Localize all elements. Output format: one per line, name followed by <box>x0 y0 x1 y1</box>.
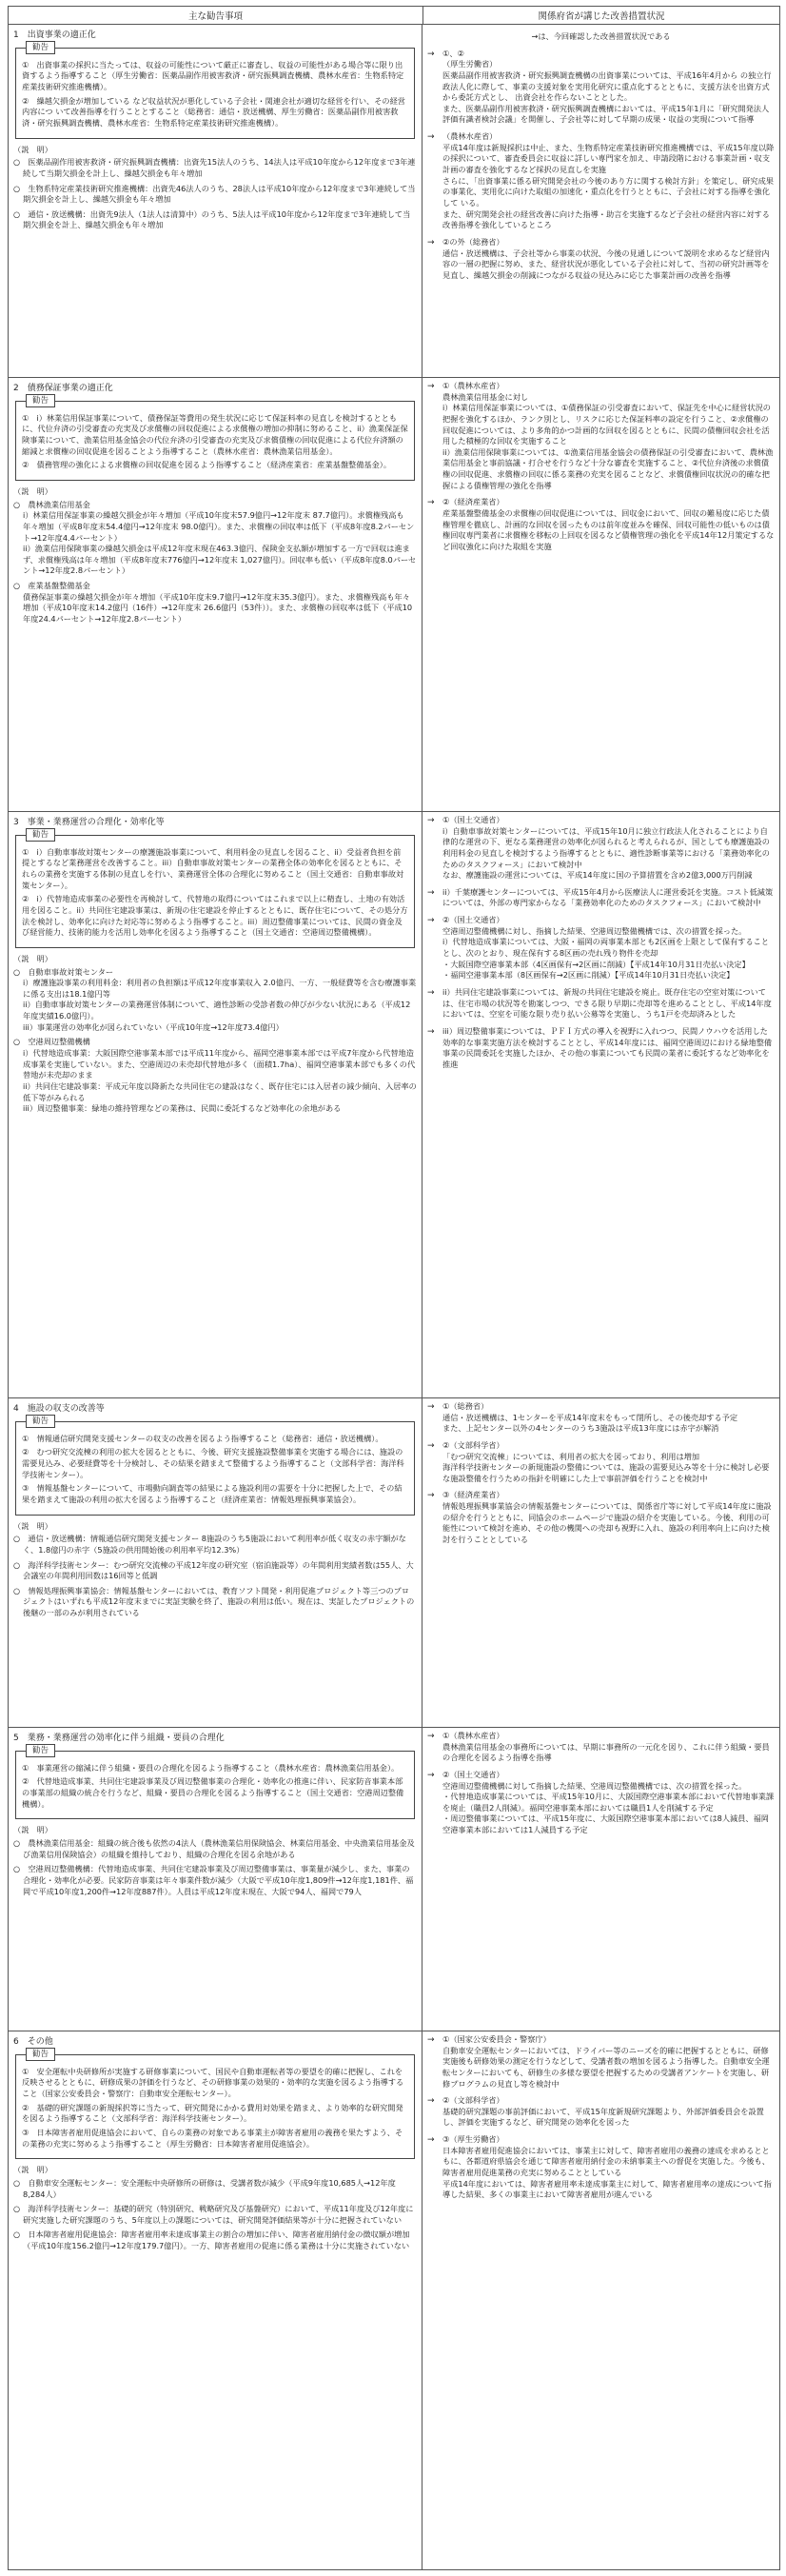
section-row <box>9 2031 779 2569</box>
response-text: ②の外（総務省） 通信・放送機構は、子会社等から事業の状況、今後の見通しについて説明を求めるなど経営内容の一層の把握に努め、また、経営状況が悪化している子会社に対して、当初の研究計画等を見直し、繰越欠損金の削減につながる収益の見込みに応じた事業計画の改善を指導 <box>442 236 770 280</box>
response-intro: →は、今回確認した改善措置状況である <box>531 31 671 41</box>
kankoku-item: ① 事業運営の縮減に伴う組織・要員の合理化を図るよう指導すること（農林水産省：農林漁業信用基金）。 <box>22 1762 400 1773</box>
recommendation-cell <box>9 1728 422 2031</box>
arrow-icon: → <box>427 237 435 248</box>
kankoku-item: ② 債務管理の強化による求償権の回収促進を図るよう指導すること（経済産業省：産業基盤整備基金）。 <box>22 460 392 470</box>
setsumei-label: （説 明） <box>13 2165 52 2175</box>
response-item <box>427 1440 775 1485</box>
setsumei-item: ○ 農林漁業信用基金：組織の統合後も依然の4法人（農林漁業信用保険協会、林業信用基金、中央漁業信用基金及び漁業信用保険協会）の組織を維持しており、組織の合理化を図る余地がある <box>13 1837 415 1859</box>
response-item <box>427 1770 775 1836</box>
response-item <box>427 1401 775 1435</box>
response-text: ii）共同住宅建設事業については、新規の共同住宅建設を廃止。既存住宅の空室対策については、住宅市場の状況等を勘案しつつ、できる限り早期に売却等を進めることとし、平成14年度においては、空室を可能な限り売り払い公募等を実施し、うち1戸を売却済みとした <box>442 986 772 1020</box>
response-item <box>427 131 775 231</box>
kankoku-item: ① i）林業信用保証事業について、債務保証等費用の発生状況に応じて保証料率の見直しを検討するとともに、代位弁済の引受審査の充実及び求償権の回収促進による求償権の増加の抑制に努めること、ii）漁業保証保険事業について、漁業信用基金協会の代位弁済の引受審査の充実及び求償債権の回収促進による代位弁済額の縮減と求償権の回収促進を図ることよう指導すること（農林水産省：農林漁業信用基金）。 <box>22 412 408 456</box>
response-text: ②（国土交通省） 空港周辺整備機構に対して指摘した結果、空港周辺整備機構では、次の措置を採った。 ・代替地造成事業については、平成15年10月に、大阪国際空港事業本部において代替地事業課を廃止（職員2人削減）。福岡空港事業本部においては職員1人を削減する予定 ・周辺整備事業については、平成15年度に、大阪国際空港事業本部においては8人減員、福岡空港事業本部においては1人減員する予定 <box>442 1769 775 1835</box>
response-item <box>427 49 775 126</box>
response-item <box>427 815 775 882</box>
kankoku-label: 勧告 <box>26 2048 55 2061</box>
response-cell <box>422 1398 779 1727</box>
response-text: ①（国家公安委員会・警察庁） 自動車安全運転センターにおいては、ドライバー等のニーズを的確に把握するとともに、研修実施後も研修効果の測定を行うなどして、受講者数の増加を図るよう指導した。自動車安全運転センターにおいても、研修生の多様な要望を把握するための受講者アンケートを実施し、研修プログラムの見直し等を検討中 <box>442 2034 770 2089</box>
response-item <box>427 2095 775 2129</box>
kankoku-item: ② 代替地造成事業、共同住宅建設事業及び周辺整備事業の合理化・効率化の推進に伴い、民家防音事業本部の事業部の組織の統合を行うなど、組織・要員の合理化を図るよう指導すること（国土交通省：空港周辺整備機構）。 <box>22 1776 404 1809</box>
kankoku-item: ② むつ研究交流棟の利用の拡大を図るとともに、今後、研究支援施設整備事業を実施する場合には、施設の需要見込み、必要経費等を十分検討し、その結果を踏まえて整備するよう指導すること（文部科学省：海洋科学技術センター）。 <box>22 1447 404 1479</box>
setsumei-item: ○ 農林漁業信用基金 i）林業信用保証事業の繰越欠損金が年々増加（平成10年度末57.9億円→12年度末 87.7億円）。求償権残高も年々増加（平成8年度末54.4億円→12年度末 98.0億円）。また、求償権の回収率は低下（平成8年度8.2パーセント→12年度4.4パーセント） ii）漁業信用保険事業の繰越欠損金は平成12年度末現在463.3億円、保険金支払額が増加する一方で回収は進まず、求償権残高は年々増加（平成8年度末776億円→12年度末 1,027億円）。回収率も低い（平成8年度8.0パーセント→12年度2.8パーセント） <box>13 499 417 576</box>
response-text: ②（国土交通省） 空港周辺整備機構に対し、指摘した結果、空港周辺整備機構では、次の措置を採った。 i）代替地造成事業については、大阪・福岡の両事業本部とも2区画を上限として保有することとし、次のとおり、現在保有する8区画の売れ残り物件を売却 ・大阪国際空港事業本部（4区画保有→2区画に削減）【平成14年10月31日売払い決定】 ・福岡空港事業本部（8区画保有→2区画に削減）【平成14年10月31日売払い決定】 <box>442 915 770 981</box>
response-item <box>427 1490 775 1545</box>
response-item <box>427 2134 775 2201</box>
kankoku-item: ② 基礎的研究課題の新規採択等に当たって、研究開発にかかる費用対効果を踏まえ、より効率的な研究開発を図るよう指導すること（文部科学省：海洋科学技術センター）。 <box>22 2102 403 2124</box>
setsumei-label: （説 明） <box>13 144 52 154</box>
kankoku-box <box>15 829 415 948</box>
response-text: ①、② （厚生労働省） 医薬品副作用被害救済・研究振興調査機構の出資事業については、平成16年4月から の独立行政法人化に際して、事業の支援対象を実用化研究に重点化するとともに、支援方法を出資方式から委託方式とし、 出資会社を作らないこととした。 また、医薬品副作用被害救済・研究振興調査機構においては、平成15年1月に「研究開発法人評価有識者検討会議」を開催し、子会社等に対して早期の成果・収益の実現について指導 <box>442 48 772 125</box>
response-item <box>427 987 775 1020</box>
setsumei-label: （説 明） <box>13 1825 52 1835</box>
kankoku-item: ② 繰越欠損金が増加している など収益状況が悪化している子会社・関連会社が適切な経営を行い、その経営内容につ いて改善指導を行うこととすること（総務省：通信・放送機構、厚生労働省：医薬品副作用被害救済・研究振興調査機構、農林水産省：生物系特定産業技術研究推進機構）。 <box>22 95 405 128</box>
section-title: 1 出資事業の適正化 <box>13 30 96 40</box>
kankoku-item: ③ 情報基盤センターについて、市場動向調査等の結果による施設利用の需要を十分に把握した上で、その結果を踏まえて施設の利用の拡大を図るよう指導すること（経済産業省：情報処理振興事業協会）。 <box>22 1483 403 1504</box>
response-text: ①（農林水産省） 農林漁業信用基金に対し i）林業信用保証事業については、①債務保証の引受審査において、保証先を中心に経営状況の把握を強化するほか、ランク別とし、リスクに応じた保証料率の設定を行うこと、②求償権の回収促進については、より多角的かつ計画的な回収を図るとともに、民間の債権回収会社を活用した積極的な回収を実施すること ii）漁業信用保険事業については、①漁業信用基金協会の債務保証の引受審査において、農林漁業信用基金と事前協議・打合せを行うなど十分な審査を実施すること、②代位弁済後の求償債権の回収促進、求償権の回収に係る業務の充実を図ることなど、求償債権回収状況の的確な把握による債権管理の強化を指導 <box>442 381 774 490</box>
response-cell <box>422 2031 779 2569</box>
response-item <box>427 1026 775 1071</box>
kankoku-label: 勧告 <box>26 394 55 407</box>
setsumei-item: ○ 自動車安全運転センター：安全運転中央研修所の研修は、受講者数が減少（平成9年度10,685人→12年度8,284人） <box>13 2177 396 2199</box>
response-text: ③（経済産業省） 情報処理振興事業協会の情報基盤センターについては、関係省庁等に対して平成14年度に施設の紹介を行うとともに、同協会のホームページで施設の紹介を実施している。今後、利用の可能性について検討を進め、その他の機関への売却も視野に入れ、施設の利用率向上に向けた検討を行うこととしている <box>442 1490 772 1545</box>
kankoku-item: ① 情報通信研究開発支援センターの収支の改善を図るよう指導すること（総務省：通信・放送機構）。 <box>22 1433 383 1443</box>
section-title: 4 施設の収支の改善等 <box>13 1404 105 1414</box>
kankoku-box <box>15 2049 415 2159</box>
arrow-icon: → <box>427 1732 435 1741</box>
recommendation-cell <box>9 25 422 377</box>
arrow-icon: → <box>427 382 435 391</box>
section-row <box>9 1728 779 2031</box>
response-cell <box>422 25 779 377</box>
table-header <box>9 7 779 25</box>
response-cell <box>422 378 779 811</box>
table-body <box>9 25 779 2569</box>
response-text: iii）周辺整備事業については、ＰＦＩ方式の導入を視野に入れつつ、民間ノウハウを活用した効率的な事業実施方法を検討することとし、平成14年度には、福岡空港周辺における緑地整備事業の民間委託を実施したほか、その他の事業についても民間の業者に委託するなど効率化を推進 <box>442 1025 773 1069</box>
setsumei-item: ○ 産業基盤整備基金 債務保証事業の繰越欠損金が年々増加（平成10年度末9.7億円→12年度末35.3億円）。また、求償権残高も年々増加（平成10年度末14.2億円（16件）→12年度末 26.6億円（53件））。また、求償権の回収率は低下（平成10年度24.4パーセント→12年度2.8パーセント） <box>13 581 413 624</box>
section-title: 3 事業・業務運営の合理化・効率化等 <box>13 818 165 827</box>
response-text: ②（経済産業省） 産業基盤整備基金の求償権の回収促進については、回収金において、回収の難易度に応じた債権管理を徹底し、計画的な回収を図ったものは前年度並みを確保、回収可能性の低いものは債権回収専門業者に求償権を移転の上回収を図るなど債権管理の強化を平成14年12月策定するなど回収強化に向けた取組を実施 <box>442 497 775 551</box>
arrow-icon: → <box>427 49 435 59</box>
response-text: ii）千葉療護センターについては、平成15年4月から医療法人に運営委託を実施。コスト低減策については、外部の専門家からなる「業務効率化のためのタスクフォース」において検討中 <box>442 886 774 908</box>
setsumei-label: （説 明） <box>13 1520 52 1531</box>
kankoku-label: 勧告 <box>26 1744 55 1757</box>
arrow-icon: → <box>427 498 435 508</box>
response-cell <box>422 1728 779 2031</box>
setsumei-item: ○ 自動車事故対策センター i）療護施設事業の利用料金：利用者の負担額は平成12年度事業収入 2.0億円、一方、一般経費等を含む療護事業に係る支出は18.1億円等 ii）自動車事故対策センターの業務運営体制について、適性診断の受診者数の伸びが少ない状況にある（平成12年度実績16.0億円）。 iii）事業運営の効率化が図られていない（平成10年度→12年度73.4億円） <box>13 966 417 1032</box>
section-row <box>9 25 779 378</box>
kankoku-label: 勧告 <box>26 828 55 842</box>
arrow-icon: → <box>427 887 435 898</box>
response-text: （農林水産省） 平成14年度は新規採択は中止、また、生物系特定産業技術研究推進機構では、平成15年度以降の採択について、審査委員会に収益に詳しい専門家を加え、申請段階における事業計画・収支計画の審査を強化するなど採択の見直しを実施 さらに、「出資事業に係る研究開発会社の今後のあり方に関する検討方針」を策定し、研究成果の事業化、実用化に向けた取組の加速化・重点化を行うとともに、子会社に対する指導を強化して いる。 また、研究開発会社の経営改善に向けた指導・助言を実施するなど子会社の経営内容に対する改善指導を強化しているところ <box>442 131 775 230</box>
setsumei-item: ○ 日本障害者雇用促進協会：障害者雇用率未達成事業主の割合の増加に伴い、障害者雇用納付金の徴収額が増加（平成10年度156.2億円→12年度179.7億円）。一方、障害者雇用の促進に係る業務は十分に実施されていない <box>13 2229 410 2251</box>
arrow-icon: → <box>427 132 435 143</box>
response-text: ①（総務省） 通信・放送機構は、1センターを平成14年度末をもって閉所し、その後売却する予定 また、上記センター以外の4センターのうち3施設は平成13年度には赤字が解消 <box>442 1401 738 1434</box>
arrow-icon: → <box>427 816 435 825</box>
response-item <box>427 1731 775 1764</box>
setsumei-label: （説 明） <box>13 953 52 963</box>
kankoku-item: ① 出資事業の採択に当たっては、収益の可能性について厳正に審査し、収益の可能性がある場合等に限り出資するよう指導すること（厚生労働省：医薬品副作用被害救済・研究振興調査機構、農林水産省：生物系特定産業技術研究推進機構）。 <box>22 59 404 92</box>
arrow-icon: → <box>427 2135 435 2146</box>
header-right: 関係府省が講じた改善措置状況 <box>538 11 665 22</box>
arrow-icon: → <box>427 1402 435 1412</box>
arrow-icon: → <box>427 916 435 926</box>
setsumei-item: ○ 情報処理振興事業協会：情報基盤センターにおいては、教育ソフト開発・利用促進プロジェクト等三つのプロジェクトはいずれも平成12年度末までに実証実験を終了、施設の利用は低い。現在は、実証したプロジェクトの後継の一部のみが利用されている <box>13 1585 415 1618</box>
response-text: ②（文部科学省） 「むつ研究交流棟」については、利用者の拡大を図っており、利用は増加 海洋科学技術センターの新規施設の整備については、施設の需要見込み等を十分に検討し必要な施設整備を行うための指針を明確にした上で事前評価を行うことを検討中 <box>442 1439 770 1483</box>
arrow-icon: → <box>427 1026 435 1037</box>
arrow-icon: → <box>427 1440 435 1451</box>
response-cell <box>422 812 779 1397</box>
header-left: 主な勧告事項 <box>9 7 423 24</box>
response-item <box>427 237 775 282</box>
response-item <box>427 2034 775 2090</box>
setsumei-item: ○ 空港周辺整備機構 i）代替地造成事業：大阪国際空港事業本部では平成11年度から、福岡空港事業本部では平成7年度から代替地造成事業を実施していない。また、空港周辺の未売却代替地が多く（面積1.7ha）、福岡空港事業本部でも多くの代替地が未売却のまま ii）共同住宅建設事業：平成元年度以降新たな共同住宅の建設はなく、既存住宅には入居者の減少傾向、入居率の低下等がみられる iii）周辺整備事業：緑地の維持管理などの業務は、民間に委託するなど効率化の余地がある <box>13 1037 417 1114</box>
section-title: 5 業務・業務運営の効率化に伴う組織・要員の合理化 <box>13 1734 225 1743</box>
document-page <box>8 6 780 2570</box>
response-item <box>427 497 775 552</box>
kankoku-item: ③ 日本障害者雇用促進協会において、自らの業務の対象である事業主が障害者雇用の義務を果たすよう、その業務の充実に努めるよう指導すること（厚生労働省：日本障害者雇用促進協会）。 <box>22 2127 403 2149</box>
kankoku-label: 勧告 <box>26 41 55 54</box>
recommendation-cell <box>9 378 422 811</box>
recommendation-cell <box>9 812 422 1397</box>
section-title: 6 その他 <box>13 2037 53 2047</box>
kankoku-item: ① 安全運転中央研修所が実施する研修事業について、国民や自動車運転者等の要望を的確に把握し、これを反映させるとともに、研修成果の評価を行うなど、その研修事業の効果的・効率的な実施を図るよう指導すること（国家公安委員会・警察庁：自動車安全運転センター）。 <box>22 2066 404 2099</box>
recommendation-cell <box>9 2031 422 2569</box>
section-row <box>9 1398 779 1728</box>
section-title: 2 債務保証事業の適正化 <box>13 384 113 393</box>
response-text: ③（厚生労働省） 日本障害者雇用促進協会においては、事業主に対して、障害者雇用の義務の達成を求めるとともに、各都道府県協会を通じて障害者雇用納付金の未納事業主への督促を実施した。今後も、障害者雇用促進業務の充実に努めることとしている 平成14年度においては、障害者雇用率未達成事業主に対して、障害者雇用率の達成について指導した結果、多くの事業主において障害者雇用が進んでいる <box>442 2134 772 2200</box>
arrow-icon: → <box>427 1770 435 1780</box>
setsumei-item: ○ 通信・放送機構：出資先9法人（1法人は清算中）のうち、5法人は平成10年度から12年度まで3年連続して当期欠損金を計上、繰越欠損金も年々増加 <box>13 208 411 230</box>
kankoku-box <box>15 1745 415 1820</box>
kankoku-box <box>15 42 415 139</box>
setsumei-label: （説 明） <box>13 485 52 496</box>
setsumei-item: ○ 生物系特定産業技術研究推進機構：出資先46法人のうち、28法人は平成10年度から12年度まで3年連続して当期欠損金を計上し、繰越欠損金も年々増加 <box>13 183 416 205</box>
response-text: ①（国土交通省） i）自動車事故対策センターについては、平成15年10月に独立行政法人化されることにより自律的な運営の下、更なる業務運営の効率化が図られると考えられるが、国としても療護施設の利用料金の見直しを検討するよう指導するとともに、適性診断事業等における「業務効率化のためのタスクフォース」において検討中 なお、療護施設の運営については、平成14年度に国の予算措置を含め2億3,000万円削減 <box>442 815 770 881</box>
arrow-icon: → <box>427 2035 435 2045</box>
kankoku-label: 勧告 <box>26 1415 55 1428</box>
arrow-icon: → <box>427 1491 435 1501</box>
kankoku-box <box>15 1416 415 1516</box>
setsumei-item: ○ 海洋科学技術センター：むつ研究交流棟の平成12年度の研究室（宿泊施設等）の年間利用実績者数は55人、大会議室の年間利用回数は16回等と低調 <box>13 1559 414 1581</box>
setsumei-item: ○ 通信・放送機構：情報通信研究開発支援センター 8施設のうち5施設において利用率が低く収支の赤字額がなく、1.8億円の赤字（5施設の供用開始後の利用率平均12.3%） <box>13 1534 406 1555</box>
kankoku-box <box>15 395 415 481</box>
section-row <box>9 378 779 812</box>
arrow-icon: → <box>427 2096 435 2107</box>
arrow-icon: → <box>427 987 435 998</box>
response-item <box>427 887 775 909</box>
kankoku-item: ② i）代替地造成事業の必要性を再検討して、代替地の取得についてはこれまで以上に精査し、土地の有効活用を図ること。ii）共同住宅建設事業は、新規の住宅建設を停止するとともに、既存住宅について、その処分方法を検討し、効率化に向けた対応等に努めるよう指導すること。iii）周辺整備事業については、民間の資金及び経営能力、技術的能力を活用し効率化を図るよう指導すること（国土交通省：空港周辺整備機構）。 <box>22 894 408 938</box>
response-item <box>427 915 775 981</box>
recommendation-cell <box>9 1398 422 1727</box>
response-text: ①（農林水産省） 農林漁業信用基金の事務所については、早期に事務所の一元化を図り、これに伴う組織・要員の合理化を図るよう指導を指導 <box>442 1731 770 1763</box>
setsumei-item: ○ 医薬品副作用被害救済・研究振興調査機構：出資先15法人のうち、14法人は平成10年度から12年度まで3年連続して当期欠損金を計上し、繰越欠損金も年々増加 <box>13 157 416 178</box>
setsumei-item: ○ 空港周辺整備機構：代替地造成事業、共同住宅建設事業及び周辺整備事業は、事業量が減少し、また、事業の合理化・効率化が必要。民家防音事業は年々事業件数が減少（大阪で平成10年度1,809件→12年度1,181件、福岡で平成10年度1,200件→12年度887件）。人員は平成12年度末現在、大阪で94人、福岡で79人 <box>13 1864 414 1896</box>
setsumei-item: ○ 海洋科学技術センター：基礎的研究（特別研究、戦略研究及び基盤研究）において、平成11年度及び12年度に研究実施した研究課題のうち、5年度以上の課題については、研究開発評価結果等が十分に把握されていない <box>13 2204 414 2225</box>
response-item <box>427 381 775 491</box>
response-text: ②（文部科学省） 基礎的研究課題の事前評価において、平成15年度新規研究課題より、外部評価委員会を設置し、評価を実施するなど、研究開発の効率化を図った <box>442 2095 764 2128</box>
section-row <box>9 812 779 1398</box>
kankoku-item: ① i）自動車事故対策センターの療護施設事業について、利用料金の見直しを図ること、ii）受益者負担を前提とするなど業務運営を改善すること。iii）自動車事故対策センターの業務全体の効率化を図るとともに、それらの業務を実施する体制の見直しを行い、業務運営全体の合理化に努めること（国土交通省：自動車事故対策センター）。 <box>22 846 404 890</box>
